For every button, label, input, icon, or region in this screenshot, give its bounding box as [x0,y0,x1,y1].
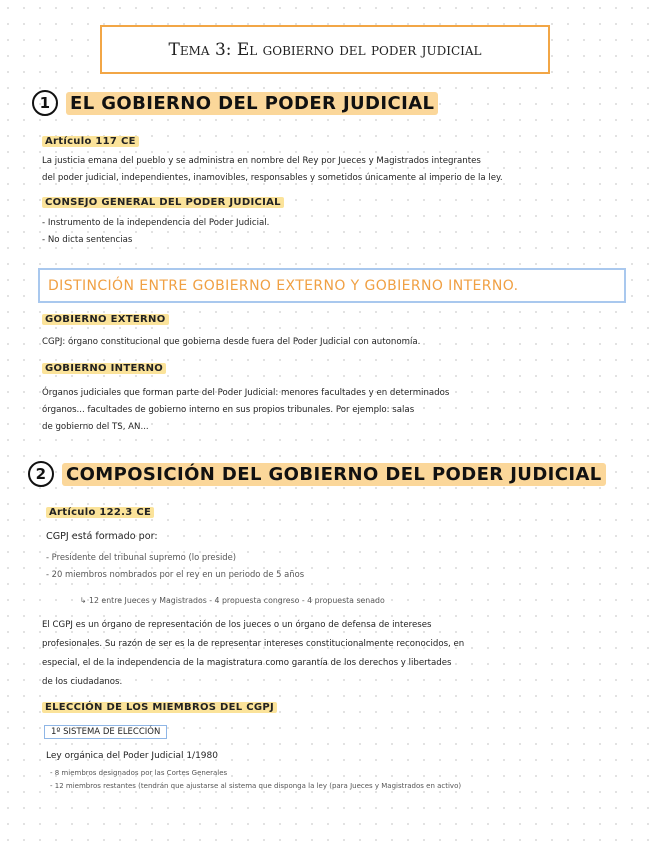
art117-line: del poder judicial, independientes, inamovibles, responsables y sometidos únicamente al imperio de la ley. [42,173,503,183]
art117-text [42,153,642,187]
interno-label: GOBIERNO INTERNO [42,363,166,374]
election-label: ELECCIÓN DE LOS MIEMBROS DEL CGPJ [42,702,277,713]
section-2-heading [28,461,606,487]
system1-box [44,725,167,739]
system1-label: 1º SISTEMA DE ELECCIÓN [51,727,161,737]
interno-line: órganos... facultades de gobierno interno en sus propios tribunales. Por ejemplo: salas [42,405,415,415]
page-title [100,25,550,74]
interno-text [42,385,647,436]
members-sub: ↳ 12 entre Jueces y Magistrados - 4 propuesta congreso - 4 propuesta senado [80,596,385,605]
role-line: especial, el de la independencia de la magistratura como garantía de los derechos y libertades [42,658,452,668]
art117-line: La justicia emana del pueblo y se administra en nombre del Rey por Jueces y Magistrados integrantes [42,156,481,166]
section-1-title: EL GOBIERNO DEL PODER JUDICIAL [66,92,438,115]
section-2-number: 2 [28,461,54,487]
distinction-box [38,268,626,303]
section-1-heading [32,90,438,116]
page-title-text: Tema 3: El gobierno del poder judicial [168,39,482,60]
role-line: profesionales. Su razón de ser es la de representar intereses constitucionalmente reconocidos, en [42,639,465,649]
role-text [42,616,647,692]
lopj-label: Ley orgánica del Poder Judicial 1/1980 [46,751,218,761]
lopj-list [50,767,650,793]
externo-label: GOBIERNO EXTERNO [42,314,169,325]
cgpj-list [42,215,269,249]
interno-line: Órganos judiciales que forman parte del Poder Judicial: menores facultades y en determinados [42,388,450,398]
list-item: - Presidente del tribunal supremo (lo preside) [46,552,237,562]
section-2-title: COMPOSICIÓN DEL GOBIERNO DEL PODER JUDICIAL [62,463,606,486]
list-item: - Instrumento de la independencia del Poder Judicial. [42,218,270,228]
cgpj-formed: CGPJ está formado por: [46,531,158,542]
section-1-number: 1 [32,90,58,116]
list-item: - 20 miembros nombrados por el rey en un periodo de 5 años [46,569,305,579]
members-list [46,549,304,583]
externo-text: CGPJ: órgano constitucional que gobierna desde fuera del Poder Judicial con autonomía. [42,337,421,347]
list-item: - 12 miembros restantes (tendrán que ajustarse al sistema que disponga la ley (para Jueces y Magistrados en activo) [50,782,462,790]
art122-label: Artículo 122.3 CE [46,507,154,518]
list-item: - 8 miembros designados por las Cortes Generales [50,769,228,777]
art117-label: Artículo 117 CE [42,136,139,147]
role-line: El CGPJ es un órgano de representación de los jueces o un órgano de defensa de intereses [42,620,432,630]
distinction-text: DISTINCIÓN ENTRE GOBIERNO EXTERNO Y GOBIERNO INTERNO. [48,277,519,294]
cgpj-label: CONSEJO GENERAL DEL PODER JUDICIAL [42,197,284,208]
interno-line: de gobierno del TS, AN... [42,422,149,432]
role-line: de los ciudadanos. [42,677,123,687]
list-item: - No dicta sentencias [42,235,133,245]
